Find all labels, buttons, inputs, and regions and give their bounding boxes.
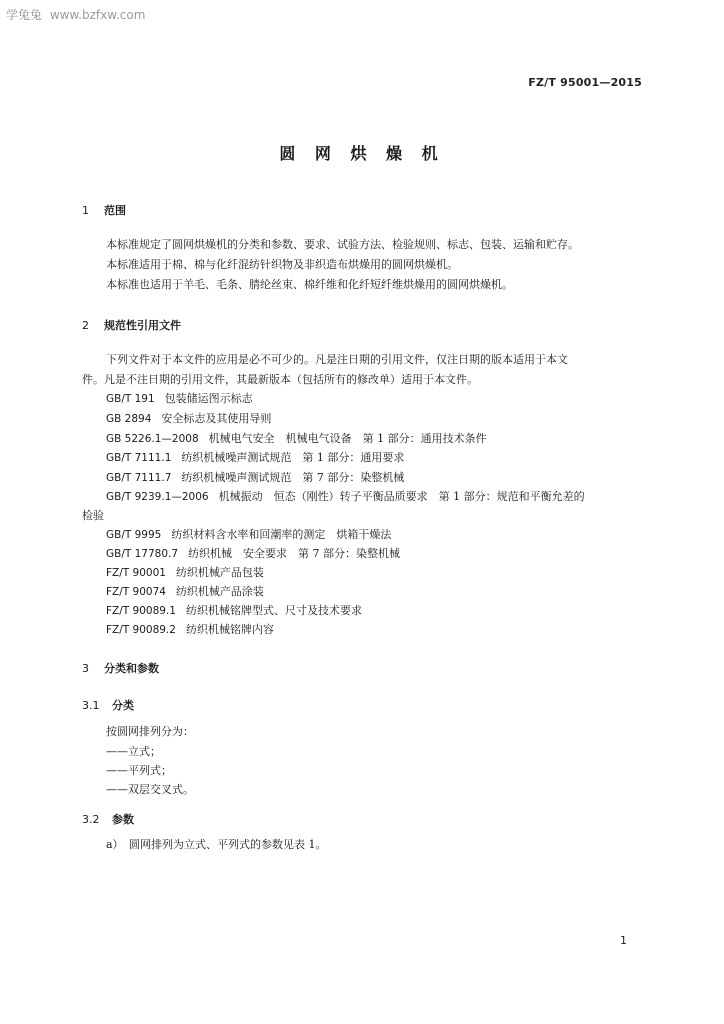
ref-title: 机械振动 恒态（刚性）转子平衡品质要求 第 1 部分：规范和平衡允差的 <box>218 490 585 503</box>
subsection-title: 参数 <box>112 813 134 826</box>
ref-code: GB/T 9995 <box>106 529 162 541</box>
list-item: ——立式； <box>106 745 161 758</box>
ref-title: 纺织机械铭牌内容 <box>185 623 274 636</box>
reference-item <box>106 621 274 637</box>
reference-item <box>106 469 404 485</box>
reference-item <box>106 449 404 465</box>
ref-code: FZ/T 90074 <box>106 586 166 598</box>
reference-item <box>106 488 585 504</box>
subsection-number: 3.2 <box>82 813 100 826</box>
section-title: 规范性引用文件 <box>104 319 181 332</box>
section-3-heading <box>82 660 159 676</box>
ref-code: GB/T 9239.1—2006 <box>106 491 209 503</box>
ref-title: 纺织材料含水率和回潮率的测定 烘箱干燥法 <box>171 528 392 541</box>
ref-title: 安全标志及其使用导则 <box>161 412 272 425</box>
watermark-site: 学兔兔 <box>6 8 43 22</box>
ref-title: 纺织机械噪声测试规范 第 7 部分：染整机械 <box>181 471 405 484</box>
watermark <box>6 6 145 23</box>
ref-code: FZ/T 90089.1 <box>106 605 176 617</box>
ref-code: GB/T 191 <box>106 393 155 405</box>
section-2-heading <box>82 317 181 333</box>
section-title: 范围 <box>104 204 126 217</box>
ref-code: GB/T 7111.1 <box>106 452 172 464</box>
watermark-url: www.bzfxw.com <box>49 8 146 22</box>
section-1-heading <box>82 202 126 218</box>
section-number: 3 <box>82 662 89 675</box>
ref-title: 包装储运图示标志 <box>164 392 253 405</box>
standard-number: FZ/T 95001—2015 <box>528 76 642 89</box>
list-item: ——平列式； <box>106 764 172 777</box>
reference-item <box>106 430 487 446</box>
ref-title: 纺织机械铭牌型式、尺寸及技术要求 <box>185 604 362 617</box>
ref-code: GB 2894 <box>106 413 152 425</box>
reference-item <box>106 545 400 561</box>
list-item: a） 圆网排列为立式、平列式的参数见表 1。 <box>106 838 327 851</box>
paragraph: 本标准也适用于羊毛、毛条、腈纶丝束、棉纤维和化纤短纤维烘燥用的圆网烘燥机。 <box>106 278 513 291</box>
list-item: ——双层交叉式。 <box>106 783 194 796</box>
document-title: 圆 网 烘 燥 机 <box>279 144 445 163</box>
reference-item <box>106 564 264 580</box>
paragraph: 本标准规定了圆网烘燥机的分类和参数、要求、试验方法、检验规则、标志、包装、运输和贮存。 <box>106 238 579 251</box>
section-number: 2 <box>82 319 89 332</box>
ref-code: FZ/T 90001 <box>106 567 166 579</box>
subsection-3-2-heading <box>82 811 134 827</box>
list-intro: 按圆网排列分为： <box>106 725 194 738</box>
reference-item <box>106 390 253 406</box>
reference-item <box>106 583 264 599</box>
reference-item <box>106 410 271 426</box>
section-title: 分类和参数 <box>104 662 159 675</box>
ref-code: FZ/T 90089.2 <box>106 624 176 636</box>
paragraph: 本标准适用于棉、棉与化纤混纺针织物及非织造布烘燥用的圆网烘燥机。 <box>106 258 458 271</box>
reference-item-continued <box>82 507 104 523</box>
subsection-title: 分类 <box>112 699 134 712</box>
ref-title: 机械电气安全 机械电气设备 第 1 部分：通用技术条件 <box>208 432 487 445</box>
paragraph: 下列文件对于本文件的应用是必不可少的。凡是注日期的引用文件，仅注日期的版本适用于本文 <box>106 353 568 366</box>
ref-code: GB 5226.1—2008 <box>106 433 199 445</box>
ref-title: 纺织机械产品包装 <box>175 566 264 579</box>
ref-title: 纺织机械噪声测试规范 第 1 部分：通用要求 <box>181 451 405 464</box>
section-number: 1 <box>82 204 89 217</box>
ref-code: GB/T 17780.7 <box>106 548 179 560</box>
reference-item <box>106 526 391 542</box>
ref-title: 纺织机械 安全要求 第 7 部分：染整机械 <box>188 547 401 560</box>
ref-code: GB/T 7111.7 <box>106 472 172 484</box>
ref-title: 纺织机械产品涂装 <box>175 585 264 598</box>
subsection-number: 3.1 <box>82 699 100 712</box>
page-number: 1 <box>620 934 627 947</box>
subsection-3-1-heading <box>82 697 134 713</box>
reference-item <box>106 602 362 618</box>
ref-title: 检验 <box>82 509 104 522</box>
paragraph: 件。凡是不注日期的引用文件，其最新版本（包括所有的修改单）适用于本文件。 <box>82 373 478 386</box>
